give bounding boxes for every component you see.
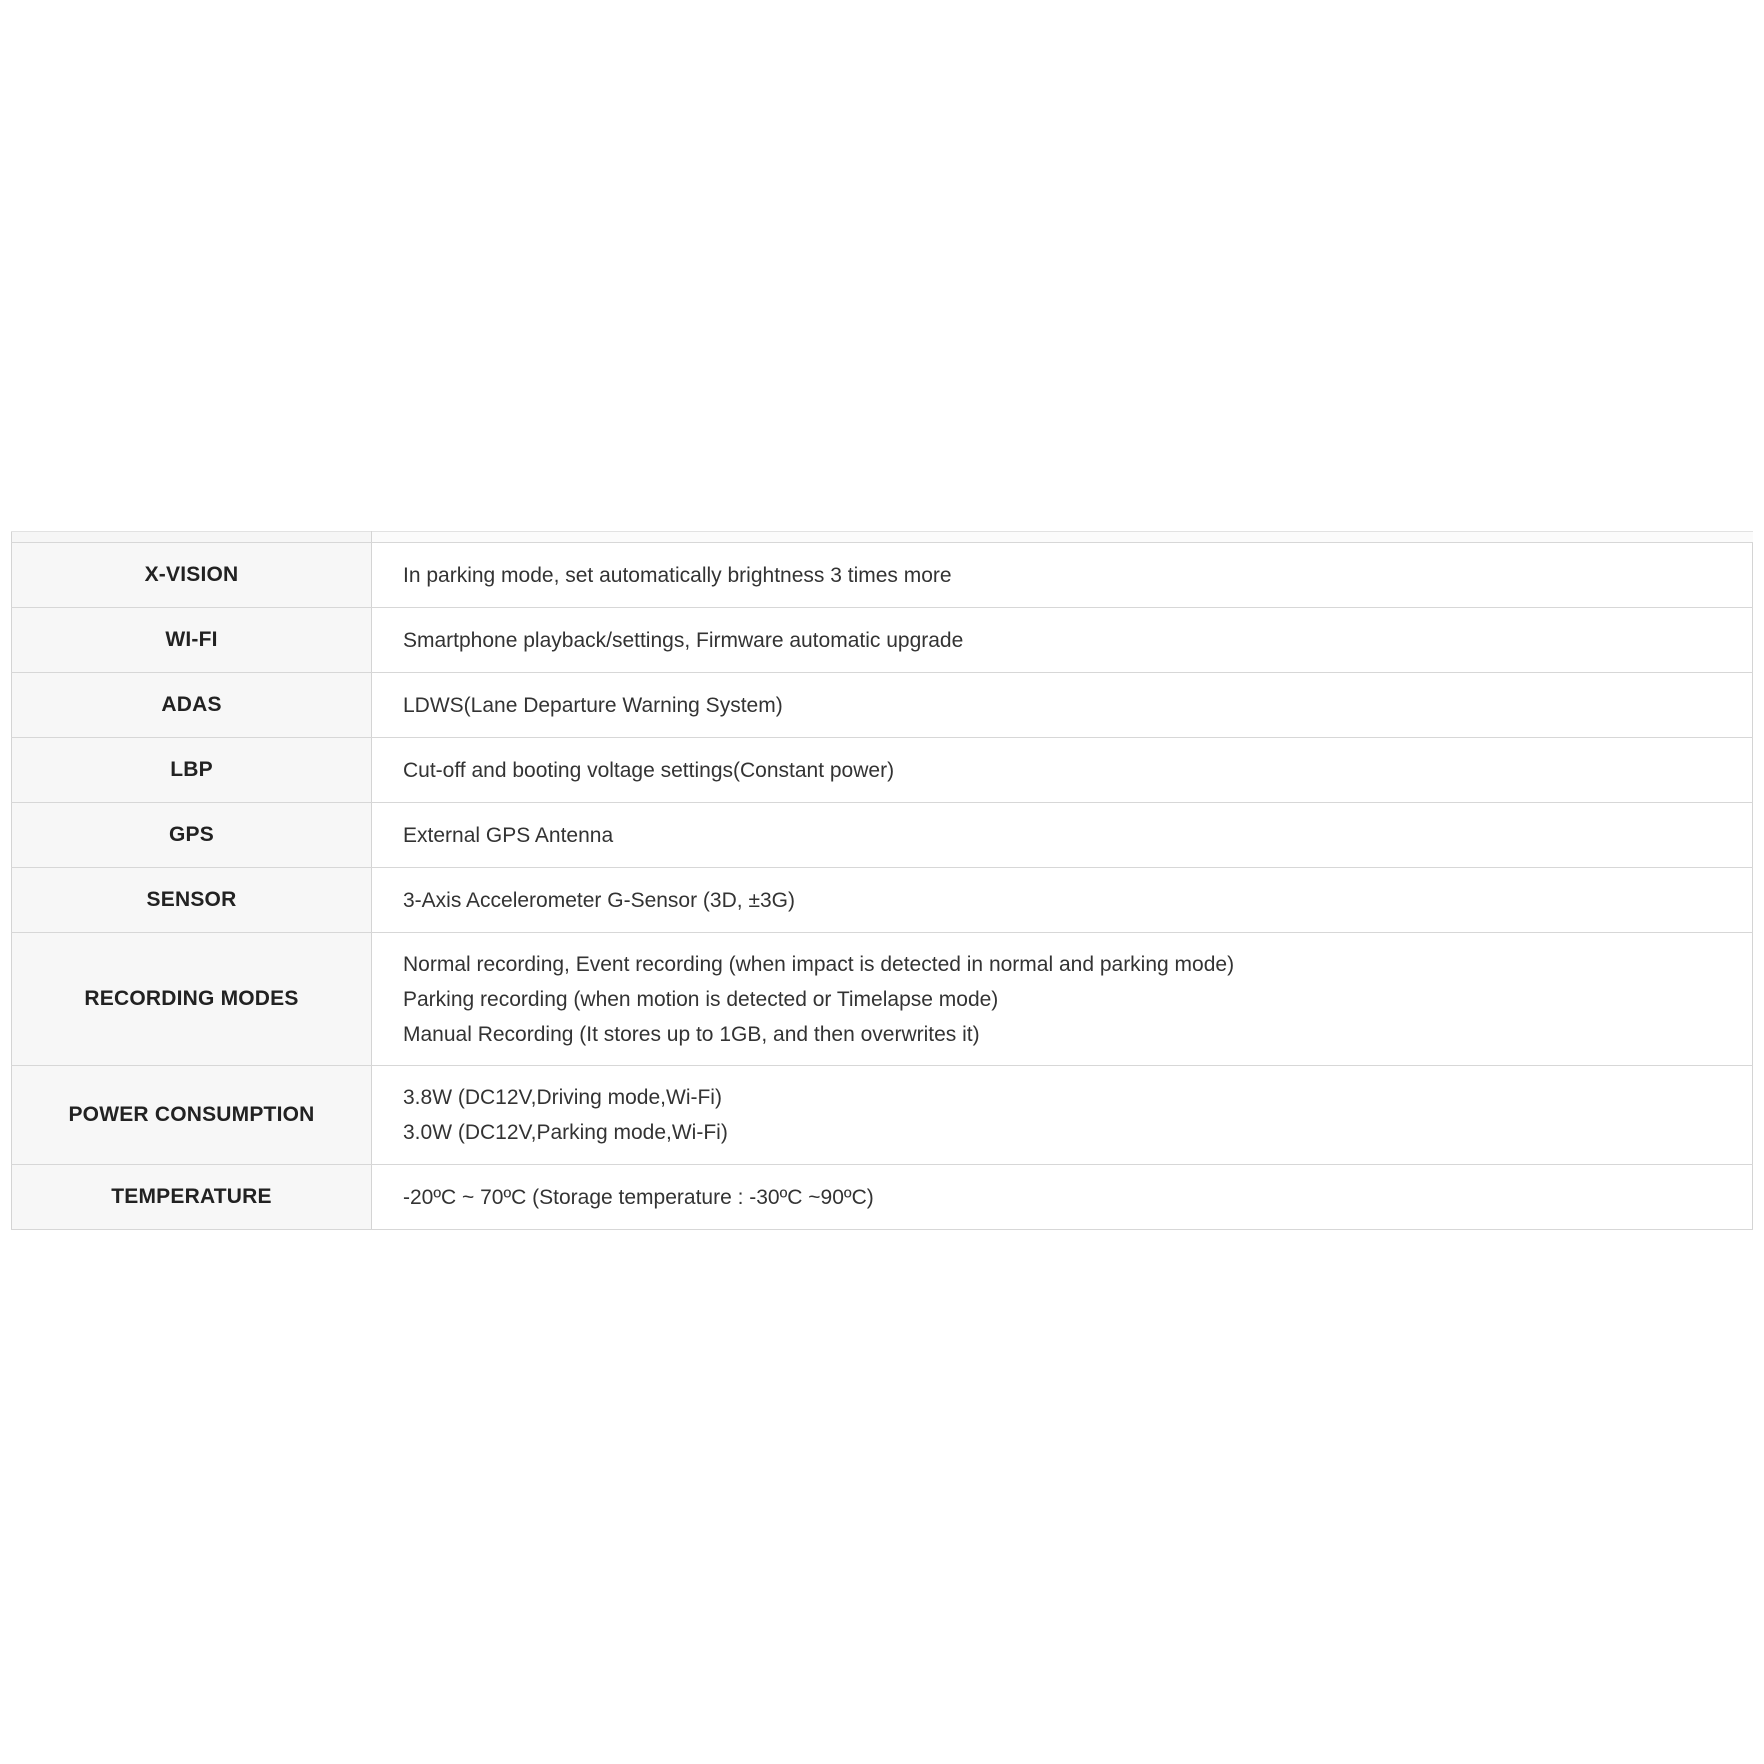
row-label: RECORDING MODES [12, 933, 372, 1066]
value-line: Parking recording (when motion is detected or Timelapse mode) [403, 987, 999, 1011]
value-line: -20ºC ~ 70ºC (Storage temperature : -30ºC ~90ºC) [403, 1185, 874, 1209]
table-row-recording-modes [12, 933, 1753, 1066]
table-row-gps [12, 803, 1753, 868]
row-value [372, 738, 1753, 803]
row-value [372, 673, 1753, 738]
value-line: 3.0W (DC12V,Parking mode,Wi-Fi) [403, 1121, 728, 1144]
row-label: GPS [12, 803, 372, 868]
row-label: ADAS [12, 673, 372, 738]
row-label: X-VISION [12, 543, 372, 608]
row-value [372, 1165, 1753, 1230]
value-line: LDWS(Lane Departure Warning System) [403, 693, 783, 717]
row-value [372, 1066, 1753, 1165]
table-row-wi-fi [12, 608, 1753, 673]
row-label: TEMPERATURE [12, 1165, 372, 1230]
value-line: External GPS Antenna [403, 823, 614, 847]
table-row-x-vision [12, 543, 1753, 608]
row-value [372, 803, 1753, 868]
value-line: 3-Axis Accelerometer G-Sensor (3D, ±3G) [403, 888, 795, 912]
value-line: Manual Recording (It stores up to 1GB, and then overwrites it) [403, 1022, 980, 1046]
table-row-temperature [12, 1165, 1753, 1230]
spec-table [11, 531, 1753, 1230]
row-label: LBP [12, 738, 372, 803]
table-row-adas [12, 673, 1753, 738]
value-line: Cut-off and booting voltage settings(Constant power) [403, 758, 895, 782]
table-row-sensor [12, 868, 1753, 933]
row-value [372, 543, 1753, 608]
row-label: SENSOR [12, 868, 372, 933]
row-label: POWER CONSUMPTION [12, 1066, 372, 1165]
top-strip-value-cell [372, 532, 1753, 543]
table-top-strip [12, 532, 1753, 543]
row-value [372, 608, 1753, 673]
table-row-power-consumption [12, 1066, 1753, 1165]
value-line: 3.8W (DC12V,Driving mode,Wi-Fi) [403, 1086, 722, 1109]
row-label: WI-FI [12, 608, 372, 673]
value-line: Smartphone playback/settings, Firmware automatic upgrade [403, 628, 964, 652]
top-strip-label-cell [12, 532, 372, 543]
row-value [372, 868, 1753, 933]
value-line: In parking mode, set automatically brightness 3 times more [403, 563, 952, 587]
value-line: Normal recording, Event recording (when impact is detected in normal and parking mode) [403, 952, 1235, 976]
table-row-lbp [12, 738, 1753, 803]
row-value [372, 933, 1753, 1066]
